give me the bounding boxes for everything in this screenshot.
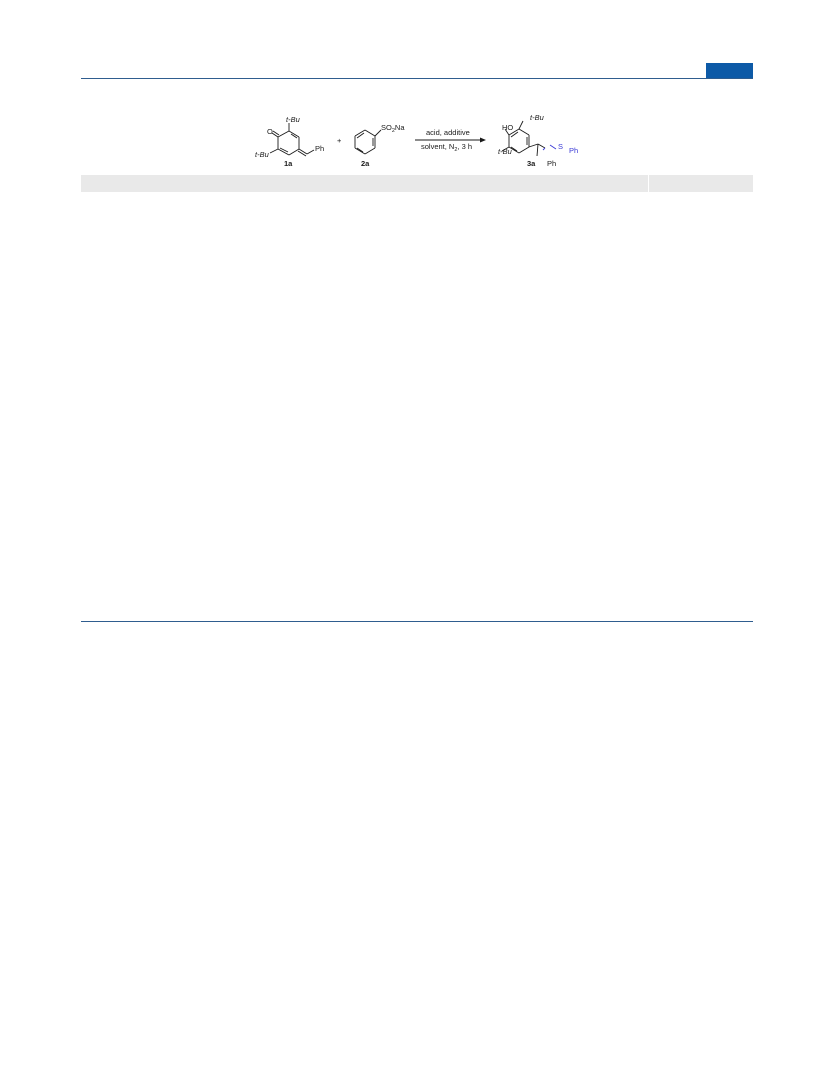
reactant-1a-tbu-top: t-Bu: [286, 115, 300, 124]
reactant-2a-label: 2a: [361, 159, 370, 168]
product-3a-tbu-top: t-Bu: [530, 113, 544, 122]
product-3a-hydroxyl: HO: [502, 123, 514, 132]
reactant-2a-structure: [355, 130, 381, 154]
conditions-below: [421, 142, 472, 153]
table-column-divider: [648, 175, 649, 192]
reactant-2a-sulfinate: [381, 123, 405, 134]
product-3a-label: 3a: [527, 159, 536, 168]
reaction-scheme-drawing: [240, 108, 600, 174]
sulfinate-subscript: 2: [391, 128, 395, 134]
plus-sign: +: [337, 136, 342, 145]
reaction-scheme: [240, 108, 600, 174]
header-rule: [81, 78, 753, 79]
table-bottom-rule: [81, 621, 753, 622]
page-number-badge: [706, 63, 753, 78]
reactant-1a-label: 1a: [284, 159, 293, 168]
product-3a-thiophenyl: Ph: [569, 146, 579, 155]
product-3a-tbu-left: t-Bu: [498, 147, 512, 156]
conditions-above: acid, additive: [426, 128, 470, 137]
reactant-1a-structure: [270, 123, 314, 156]
reactant-1a-tbu-left: t-Bu: [255, 150, 269, 159]
product-3a-phenyl: Ph: [547, 159, 557, 168]
reactant-1a-phenyl: Ph: [315, 144, 325, 153]
sulfinate-so: SO: [381, 123, 392, 132]
conditions-time: , 3 h: [457, 142, 473, 151]
conditions-solvent: solvent, N: [421, 142, 455, 151]
reactant-1a-oxygen: O: [267, 127, 273, 136]
table-header-band: [81, 175, 753, 192]
sulfinate-na: Na: [394, 123, 405, 132]
product-3a-sulfur: S: [558, 142, 564, 151]
conditions-n2-subscript: 2: [454, 147, 458, 153]
